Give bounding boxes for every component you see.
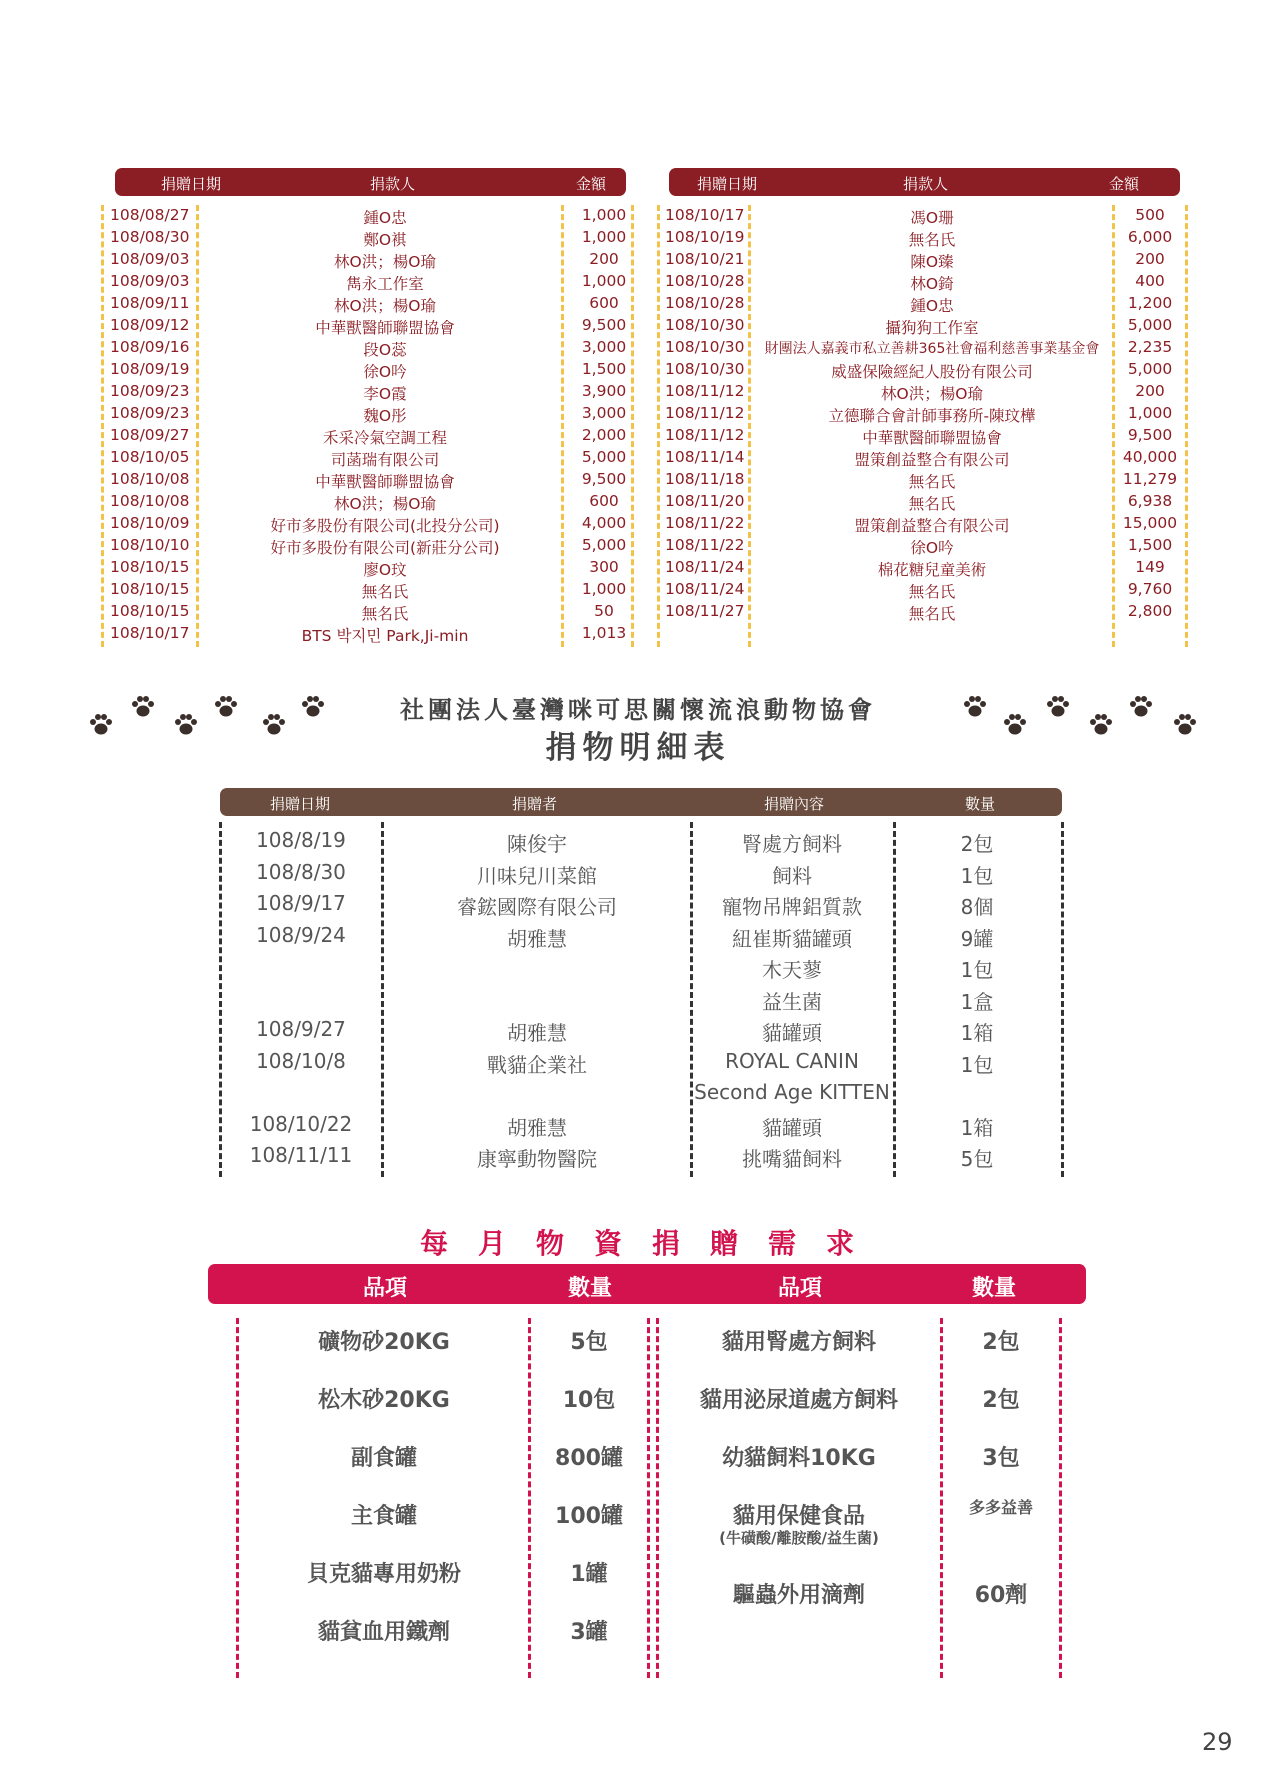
donation-date: 108/09/16 bbox=[110, 338, 190, 356]
paw-icon bbox=[173, 712, 199, 738]
table-row bbox=[220, 891, 1062, 922]
table-row bbox=[110, 580, 670, 602]
donation-amount: 400 bbox=[1135, 272, 1165, 290]
table-row bbox=[220, 954, 1062, 985]
donation-date: 108/11/24 bbox=[665, 580, 745, 598]
header-date: 捐贈日期 bbox=[697, 175, 758, 193]
donation-date: 108/11/14 bbox=[665, 448, 745, 466]
donor-name: 陳俊宇 bbox=[507, 832, 567, 856]
need-qty: 800罐 bbox=[555, 1446, 623, 1471]
donation-date: 108/09/03 bbox=[110, 250, 190, 268]
donation-content: 益生菌 bbox=[762, 989, 822, 1014]
donation-amount: 200 bbox=[1135, 382, 1165, 400]
donor-name: 中華獸醫師聯盟協會 bbox=[862, 429, 1002, 447]
need-qty: 100罐 bbox=[555, 1504, 623, 1529]
donation-amount: 5,000 bbox=[1127, 316, 1173, 334]
donation-date: 108/09/23 bbox=[110, 404, 190, 422]
donation-amount: 1,200 bbox=[1127, 294, 1173, 312]
donor-name: 無名氏 bbox=[908, 473, 956, 491]
goods-table-header bbox=[220, 788, 1062, 816]
donation-content: 挑嘴貓飼料 bbox=[742, 1147, 842, 1171]
donor-name: 睿鋐國際有限公司 bbox=[457, 895, 617, 919]
table-row bbox=[220, 1049, 1062, 1080]
need-item: 貓用保健食品 bbox=[732, 1504, 865, 1529]
needs-title: 每月物資捐贈需求 bbox=[420, 1227, 885, 1260]
donor-name: 禾采冷氣空調工程 bbox=[322, 429, 447, 447]
donation-amount: 1,000 bbox=[581, 580, 627, 598]
divider bbox=[631, 205, 634, 647]
paw-icon bbox=[300, 694, 326, 720]
header-content: 捐贈內容 bbox=[764, 795, 825, 813]
table-row bbox=[110, 272, 670, 294]
donation-date: 108/09/12 bbox=[110, 316, 190, 334]
table-row bbox=[220, 1017, 1062, 1048]
divider bbox=[748, 205, 751, 647]
donor-name: BTS 박지민 Park,Ji-min bbox=[301, 627, 469, 645]
paw-icon bbox=[88, 712, 114, 738]
donation-amount: 9,500 bbox=[581, 470, 627, 488]
donation-date: 108/8/30 bbox=[256, 859, 346, 884]
donation-date: 108/9/24 bbox=[256, 922, 346, 947]
need-qty: 3罐 bbox=[570, 1620, 608, 1645]
table-row bbox=[110, 250, 670, 272]
table-row bbox=[110, 316, 670, 338]
donation-content: 飼料 bbox=[772, 863, 812, 888]
need-item: 貓用泌尿道處方飼料 bbox=[699, 1388, 898, 1413]
donor-name: 無名氏 bbox=[908, 231, 956, 249]
donation-amount: 9,500 bbox=[581, 316, 627, 334]
donor-name: 徐O吟 bbox=[363, 363, 407, 381]
donor-name: 財團法人嘉義市私立善耕365社會福利慈善事業基金會 bbox=[764, 341, 1100, 357]
donation-amount: 4,000 bbox=[581, 514, 627, 532]
table-row bbox=[110, 404, 670, 426]
donation-date: 108/11/11 bbox=[249, 1143, 353, 1167]
table-row bbox=[220, 923, 1062, 954]
divider bbox=[561, 205, 564, 647]
donation-amount: 5,000 bbox=[581, 536, 627, 554]
donation-content: Second Age KITTEN bbox=[694, 1080, 890, 1104]
donor-name: 胡雅慧 bbox=[507, 1115, 567, 1140]
need-item: 礦物砂20KG bbox=[318, 1330, 450, 1355]
paw-icon bbox=[962, 694, 988, 720]
donor-name: 陳O臻 bbox=[910, 253, 954, 271]
donation-amount: 5,000 bbox=[581, 448, 627, 466]
donation-amount: 1,000 bbox=[581, 206, 627, 224]
donation-amount: 300 bbox=[589, 558, 619, 576]
donor-name: 李O霞 bbox=[363, 385, 407, 403]
needs-table-header bbox=[208, 1264, 1086, 1304]
donation-amount: 600 bbox=[589, 294, 619, 312]
donor-name: 胡雅慧 bbox=[507, 926, 567, 951]
cash-table-right-header bbox=[669, 168, 1180, 196]
donation-date: 108/09/03 bbox=[110, 272, 190, 290]
divider bbox=[101, 205, 104, 647]
donor-name: 無名氏 bbox=[908, 605, 956, 623]
donation-amount: 3,000 bbox=[581, 404, 627, 422]
donor-name: 立德聯合會計師事務所-陳玟樺 bbox=[828, 407, 1036, 425]
table-row bbox=[220, 1143, 1062, 1174]
paw-icon bbox=[1128, 694, 1154, 720]
donor-name: 無名氏 bbox=[361, 583, 409, 601]
table-row bbox=[220, 828, 1062, 859]
table-row bbox=[220, 1112, 1062, 1143]
divider bbox=[1061, 822, 1064, 1177]
donation-date: 108/09/11 bbox=[110, 294, 190, 312]
header-item-2: 品項 bbox=[778, 1276, 823, 1301]
donation-date: 108/10/15 bbox=[110, 580, 190, 598]
table-row bbox=[220, 860, 1062, 891]
divider bbox=[236, 1318, 239, 1678]
donation-date: 108/10/21 bbox=[665, 250, 745, 268]
donation-content: 寵物吊牌鋁質款 bbox=[722, 895, 862, 919]
divider bbox=[1112, 205, 1115, 647]
donation-amount: 1,500 bbox=[1127, 536, 1173, 554]
header-date: 捐贈日期 bbox=[270, 795, 331, 813]
need-qty: 60劑 bbox=[974, 1583, 1028, 1608]
donation-amount: 3,000 bbox=[581, 338, 627, 356]
donor-name: 林O洪；楊O瑜 bbox=[334, 253, 436, 271]
donation-date: 108/11/22 bbox=[665, 514, 745, 532]
donation-date: 108/09/27 bbox=[110, 426, 190, 444]
donation-date: 108/11/20 bbox=[665, 492, 745, 510]
table-row bbox=[110, 228, 670, 250]
donation-amount: 1,000 bbox=[581, 272, 627, 290]
donation-amount: 1,000 bbox=[581, 228, 627, 246]
donation-date: 108/10/28 bbox=[665, 294, 745, 312]
table-row bbox=[110, 492, 670, 514]
donor-name: 廖O玟 bbox=[363, 561, 407, 579]
donation-amount: 5,000 bbox=[1127, 360, 1173, 378]
donation-qty: 1箱 bbox=[960, 1115, 994, 1140]
donation-content: 貓罐頭 bbox=[762, 1021, 822, 1045]
need-item: 貓用腎處方飼料 bbox=[721, 1330, 876, 1355]
donation-date: 108/10/17 bbox=[665, 206, 745, 224]
donor-name: 段O蕊 bbox=[363, 341, 407, 359]
paw-icon bbox=[1045, 694, 1071, 720]
donor-name: 無名氏 bbox=[908, 583, 956, 601]
table-row bbox=[110, 514, 670, 536]
donation-content: 腎處方飼料 bbox=[742, 832, 842, 856]
divider bbox=[940, 1318, 943, 1678]
donation-qty: 1包 bbox=[960, 958, 994, 982]
table-row bbox=[220, 986, 1062, 1017]
donation-date: 108/10/30 bbox=[665, 338, 745, 356]
donor-name: 中華獸醫師聯盟協會 bbox=[315, 319, 455, 337]
donation-amount: 149 bbox=[1135, 558, 1165, 576]
donor-name: 鍾O忠 bbox=[910, 297, 954, 315]
need-qty: 2包 bbox=[982, 1388, 1020, 1413]
need-item: 副食罐 bbox=[350, 1446, 417, 1471]
donation-amount: 200 bbox=[589, 250, 619, 268]
donation-date: 108/09/19 bbox=[110, 360, 190, 378]
donation-amount: 3,900 bbox=[581, 382, 627, 400]
donation-amount: 2,235 bbox=[1127, 338, 1173, 356]
donor-name: 林O錡 bbox=[910, 275, 954, 293]
donation-content: 木天蓼 bbox=[762, 958, 822, 982]
donor-name: 戰貓企業社 bbox=[487, 1052, 587, 1077]
need-item: 松木砂20KG bbox=[318, 1388, 450, 1413]
table-row bbox=[110, 558, 670, 580]
need-qty: 10包 bbox=[562, 1388, 616, 1413]
table-row bbox=[220, 1080, 1062, 1111]
header-donor: 捐款人 bbox=[903, 175, 949, 193]
donor-name: 司菡瑞有限公司 bbox=[330, 451, 440, 469]
donation-date: 108/10/17 bbox=[110, 624, 190, 642]
org-name: 社團法人臺灣咪可思關懷流浪動物協會 bbox=[400, 696, 876, 724]
header-qty: 數量 bbox=[568, 1276, 613, 1301]
donation-qty: 9罐 bbox=[960, 926, 994, 951]
donor-name: 林O洪；楊O瑜 bbox=[334, 495, 436, 513]
divider bbox=[1059, 1318, 1062, 1678]
donation-date: 108/10/28 bbox=[665, 272, 745, 290]
donation-qty: 1包 bbox=[960, 1052, 994, 1077]
donation-amount: 1,013 bbox=[581, 624, 627, 642]
donation-qty: 2包 bbox=[960, 832, 994, 856]
need-item: 驅蟲外用滴劑 bbox=[732, 1583, 865, 1608]
donation-date: 108/9/17 bbox=[256, 891, 346, 915]
donor-name: 好市多股份有限公司(北投分公司) bbox=[270, 517, 500, 535]
donation-amount: 1,500 bbox=[581, 360, 627, 378]
donation-qty: 1盒 bbox=[960, 989, 994, 1014]
page-number: 29 bbox=[1202, 1728, 1233, 1756]
paw-icon bbox=[130, 694, 156, 720]
donor-name: 無名氏 bbox=[908, 495, 956, 513]
divider bbox=[657, 205, 660, 647]
need-item-note: (牛磺酸/離胺酸/益生菌) bbox=[719, 1529, 879, 1547]
need-qty: 2包 bbox=[982, 1330, 1020, 1355]
need-item: 貝克貓專用奶粉 bbox=[306, 1562, 461, 1587]
donation-amount: 6,938 bbox=[1127, 492, 1173, 510]
donor-name: 林O洪；楊O瑜 bbox=[334, 297, 436, 315]
donation-amount: 9,760 bbox=[1127, 580, 1173, 598]
donation-date: 108/11/12 bbox=[665, 426, 745, 444]
donor-name: 雋永工作室 bbox=[346, 275, 424, 293]
donor-name: 中華獸醫師聯盟協會 bbox=[315, 473, 455, 491]
divider bbox=[690, 822, 693, 1177]
table-row bbox=[110, 448, 670, 470]
donation-date: 108/11/24 bbox=[665, 558, 745, 576]
donor-name: 康寧動物醫院 bbox=[477, 1147, 597, 1171]
donation-date: 108/10/08 bbox=[110, 492, 190, 510]
donor-name: 徐O吟 bbox=[910, 539, 954, 557]
donation-date: 108/08/27 bbox=[110, 206, 190, 224]
paw-icon bbox=[1002, 712, 1028, 738]
cash-table-left-header bbox=[115, 168, 626, 196]
donation-amount: 2,000 bbox=[581, 426, 627, 444]
table-row bbox=[110, 426, 670, 448]
donation-amount: 15,000 bbox=[1122, 514, 1178, 532]
donation-amount: 9,500 bbox=[1127, 426, 1173, 444]
header-item: 品項 bbox=[363, 1276, 408, 1301]
donor-name: 胡雅慧 bbox=[507, 1021, 567, 1045]
donor-name: 魏O彤 bbox=[363, 407, 407, 425]
divider bbox=[647, 1318, 650, 1678]
donation-date: 108/08/30 bbox=[110, 228, 190, 246]
donation-date: 108/11/27 bbox=[665, 602, 745, 620]
donation-amount: 1,000 bbox=[1127, 404, 1173, 422]
donor-name: 攝狗狗工作室 bbox=[885, 319, 979, 337]
donation-qty: 5包 bbox=[960, 1147, 994, 1171]
donation-date: 108/10/22 bbox=[249, 1111, 353, 1136]
donation-qty: 1箱 bbox=[960, 1021, 994, 1045]
donation-amount: 6,000 bbox=[1127, 228, 1173, 246]
donor-name: 盟策創益整合有限公司 bbox=[854, 451, 1010, 469]
donor-name: 盟策創益整合有限公司 bbox=[854, 517, 1010, 535]
need-qty: 多多益善 bbox=[968, 1498, 1033, 1517]
donation-qty: 1包 bbox=[960, 863, 994, 888]
donation-date: 108/09/23 bbox=[110, 382, 190, 400]
header-amount: 金額 bbox=[1109, 175, 1140, 193]
donation-date: 108/11/22 bbox=[665, 536, 745, 554]
donor-name: 棉花糖兒童美術 bbox=[877, 561, 987, 579]
donation-amount: 500 bbox=[1135, 206, 1165, 224]
donation-content: 貓罐頭 bbox=[762, 1115, 822, 1140]
table-row bbox=[110, 206, 670, 228]
divider bbox=[656, 1318, 659, 1678]
divider bbox=[1185, 205, 1188, 647]
donation-date: 108/10/10 bbox=[110, 536, 190, 554]
table-row bbox=[110, 360, 670, 382]
divider bbox=[893, 822, 896, 1177]
divider bbox=[381, 822, 384, 1177]
header-amount: 金額 bbox=[576, 175, 607, 193]
header-qty: 數量 bbox=[965, 795, 996, 813]
donor-name: 川味兒川菜館 bbox=[477, 863, 597, 888]
header-donor: 捐款人 bbox=[370, 175, 416, 193]
donation-date: 108/10/15 bbox=[110, 602, 190, 620]
need-item: 貓貧血用鐵劑 bbox=[317, 1620, 450, 1645]
donor-name: 好市多股份有限公司(新莊分公司) bbox=[270, 539, 500, 557]
table-row bbox=[110, 470, 670, 492]
donation-date: 108/10/8 bbox=[256, 1048, 346, 1073]
donation-date: 108/10/30 bbox=[665, 360, 745, 378]
paw-icon bbox=[213, 694, 239, 720]
donation-date: 108/10/15 bbox=[110, 558, 190, 576]
table-row bbox=[110, 382, 670, 404]
donation-amount: 40,000 bbox=[1122, 448, 1178, 466]
donation-date: 108/10/09 bbox=[110, 514, 190, 532]
table-row bbox=[110, 338, 670, 360]
header-donor: 捐贈者 bbox=[512, 795, 558, 813]
donation-amount: 600 bbox=[589, 492, 619, 510]
table-row bbox=[110, 602, 670, 624]
divider bbox=[219, 822, 222, 1177]
goods-title: 捐物明細表 bbox=[545, 730, 731, 766]
donation-content: 紐崔斯貓罐頭 bbox=[732, 926, 852, 951]
donor-name: 威盛保險經紀人股份有限公司 bbox=[831, 363, 1033, 381]
need-item: 主食罐 bbox=[350, 1504, 417, 1529]
donation-date: 108/8/19 bbox=[256, 828, 346, 852]
donation-date: 108/10/05 bbox=[110, 448, 190, 466]
donation-date: 108/10/08 bbox=[110, 470, 190, 488]
paw-icon bbox=[1172, 712, 1198, 738]
donation-date: 108/10/19 bbox=[665, 228, 745, 246]
donation-content: ROYAL CANIN bbox=[725, 1048, 859, 1073]
divider bbox=[196, 205, 199, 647]
donation-date: 108/11/18 bbox=[665, 470, 745, 488]
donor-name: 鍾O忠 bbox=[363, 209, 407, 227]
donation-date: 108/10/30 bbox=[665, 316, 745, 334]
need-item: 幼貓飼料10KG bbox=[722, 1446, 876, 1471]
donation-amount: 11,279 bbox=[1122, 470, 1178, 488]
need-qty: 5包 bbox=[570, 1330, 608, 1355]
table-row bbox=[110, 624, 670, 646]
donation-qty: 8個 bbox=[960, 895, 994, 919]
divider bbox=[528, 1318, 531, 1678]
table-row bbox=[110, 294, 670, 316]
header-qty-2: 數量 bbox=[972, 1276, 1017, 1301]
donor-name: 馮O珊 bbox=[910, 209, 954, 227]
donation-date: 108/9/27 bbox=[256, 1017, 346, 1041]
donation-date: 108/11/12 bbox=[665, 404, 745, 422]
table-row bbox=[110, 536, 670, 558]
header-date: 捐贈日期 bbox=[161, 175, 222, 193]
donor-name: 鄭O褀 bbox=[363, 231, 407, 249]
need-qty: 1罐 bbox=[570, 1562, 608, 1587]
donor-name: 林O洪；楊O瑜 bbox=[881, 385, 983, 403]
need-qty: 3包 bbox=[982, 1446, 1020, 1471]
paw-icon bbox=[261, 712, 287, 738]
donor-name: 無名氏 bbox=[361, 605, 409, 623]
donation-amount: 200 bbox=[1135, 250, 1165, 268]
donation-amount: 50 bbox=[594, 602, 614, 620]
paw-icon bbox=[1088, 712, 1114, 738]
donation-amount: 2,800 bbox=[1127, 602, 1173, 620]
donation-date: 108/11/12 bbox=[665, 382, 745, 400]
